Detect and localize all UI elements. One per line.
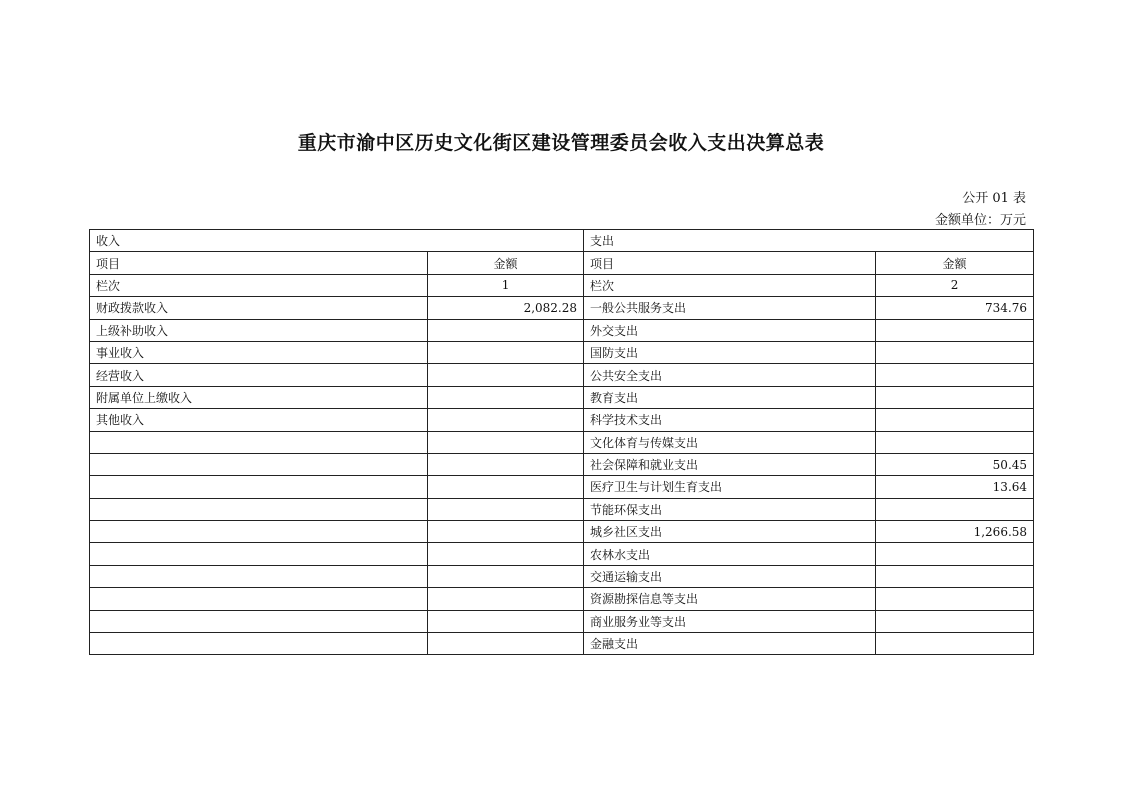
expense-amount-cell <box>876 498 1034 520</box>
income-amount-cell <box>428 521 584 543</box>
expense-item-cell: 交通运输支出 <box>584 565 876 587</box>
income-col-label: 栏次 <box>90 274 428 296</box>
income-amount-cell: 2,082.28 <box>428 297 584 319</box>
income-item-cell <box>90 453 428 475</box>
income-item-cell: 财政拨款收入 <box>90 297 428 319</box>
income-amount-header: 金额 <box>428 252 584 274</box>
column-number-row <box>90 274 1034 296</box>
income-amount-cell <box>428 610 584 632</box>
expense-item-cell: 城乡社区支出 <box>584 521 876 543</box>
income-amount-cell <box>428 565 584 587</box>
table-row <box>90 453 1034 475</box>
column-header-row <box>90 252 1034 274</box>
table-row <box>90 364 1034 386</box>
table-row <box>90 565 1034 587</box>
expense-amount-cell <box>876 543 1034 565</box>
report-title: 重庆市渝中区历史文化街区建设管理委员会收入支出决算总表 <box>297 132 825 154</box>
income-item-cell: 附属单位上缴收入 <box>90 386 428 408</box>
expense-item-cell: 文化体育与传媒支出 <box>584 431 876 453</box>
table-row <box>90 409 1034 431</box>
expense-item-header: 项目 <box>584 252 876 274</box>
income-amount-cell <box>428 364 584 386</box>
section-header-row <box>90 230 1034 252</box>
income-amount-cell <box>428 588 584 610</box>
table-row <box>90 341 1034 363</box>
income-item-cell <box>90 498 428 520</box>
expense-amount-header: 金额 <box>876 252 1034 274</box>
expense-col-number: 2 <box>876 274 1034 296</box>
income-amount-cell <box>428 633 584 655</box>
income-amount-cell <box>428 386 584 408</box>
table-body <box>90 230 1034 655</box>
expense-amount-cell: 13.64 <box>876 476 1034 498</box>
expense-item-cell: 教育支出 <box>584 386 876 408</box>
income-amount-cell <box>428 409 584 431</box>
table-row <box>90 297 1034 319</box>
table-row <box>90 498 1034 520</box>
income-item-cell <box>90 565 428 587</box>
expense-item-cell: 社会保障和就业支出 <box>584 453 876 475</box>
amount-unit: 金额单位：万元 <box>934 213 1026 228</box>
expense-item-cell: 一般公共服务支出 <box>584 297 876 319</box>
expense-item-cell: 商业服务业等支出 <box>584 610 876 632</box>
form-number: 公开 01 表 <box>962 191 1026 206</box>
income-item-cell: 上级补助收入 <box>90 319 428 341</box>
table-row <box>90 319 1034 341</box>
income-amount-cell <box>428 341 584 363</box>
income-amount-cell <box>428 476 584 498</box>
expense-amount-cell: 50.45 <box>876 453 1034 475</box>
income-item-cell <box>90 431 428 453</box>
expense-amount-cell <box>876 409 1034 431</box>
expense-amount-cell <box>876 588 1034 610</box>
expense-amount-cell: 1,266.58 <box>876 521 1034 543</box>
expense-amount-cell <box>876 364 1034 386</box>
income-amount-cell <box>428 543 584 565</box>
expense-item-cell: 外交支出 <box>584 319 876 341</box>
table-row <box>90 610 1034 632</box>
table-row <box>90 431 1034 453</box>
expense-item-cell: 金融支出 <box>584 633 876 655</box>
expense-amount-cell <box>876 633 1034 655</box>
income-item-cell: 经营收入 <box>90 364 428 386</box>
expense-section-header: 支出 <box>584 230 1034 252</box>
income-amount-cell <box>428 319 584 341</box>
table-row <box>90 386 1034 408</box>
expense-item-cell: 国防支出 <box>584 341 876 363</box>
income-item-cell <box>90 476 428 498</box>
table-row <box>90 633 1034 655</box>
expense-item-cell: 资源勘探信息等支出 <box>584 588 876 610</box>
table-row <box>90 588 1034 610</box>
income-amount-cell <box>428 498 584 520</box>
income-amount-cell <box>428 453 584 475</box>
income-expense-table <box>89 229 1034 655</box>
expense-amount-cell <box>876 319 1034 341</box>
table-row <box>90 521 1034 543</box>
table-row <box>90 476 1034 498</box>
income-item-cell <box>90 521 428 543</box>
table-row <box>90 543 1034 565</box>
expense-col-label: 栏次 <box>584 274 876 296</box>
expense-amount-cell <box>876 431 1034 453</box>
expense-item-cell: 节能环保支出 <box>584 498 876 520</box>
expense-item-cell: 公共安全支出 <box>584 364 876 386</box>
expense-amount-cell: 734.76 <box>876 297 1034 319</box>
income-item-cell <box>90 588 428 610</box>
expense-amount-cell <box>876 341 1034 363</box>
expense-amount-cell <box>876 386 1034 408</box>
expense-item-cell: 医疗卫生与计划生育支出 <box>584 476 876 498</box>
expense-amount-cell <box>876 565 1034 587</box>
income-col-number: 1 <box>428 274 584 296</box>
income-item-cell: 其他收入 <box>90 409 428 431</box>
income-section-header: 收入 <box>90 230 584 252</box>
expense-item-cell: 农林水支出 <box>584 543 876 565</box>
income-item-header: 项目 <box>90 252 428 274</box>
income-item-cell: 事业收入 <box>90 341 428 363</box>
income-amount-cell <box>428 431 584 453</box>
income-item-cell <box>90 610 428 632</box>
expense-amount-cell <box>876 610 1034 632</box>
income-item-cell <box>90 543 428 565</box>
expense-item-cell: 科学技术支出 <box>584 409 876 431</box>
income-item-cell <box>90 633 428 655</box>
